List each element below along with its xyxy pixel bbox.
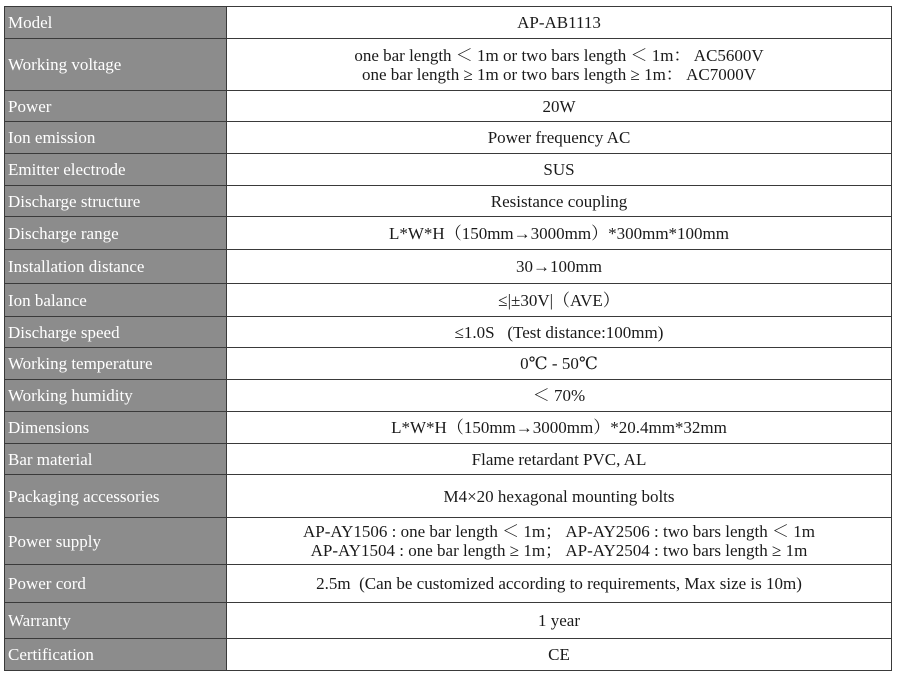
spec-row-discharge-structure — [5, 186, 892, 217]
row-value — [227, 348, 892, 380]
value-line: ≤|±30V|（AVE） — [498, 290, 620, 310]
spec-row-power-supply — [5, 518, 892, 565]
spec-row-discharge-range — [5, 217, 892, 250]
spec-row-certification — [5, 639, 892, 671]
row-label: Warranty — [5, 603, 227, 639]
spec-row-installation-distance — [5, 250, 892, 284]
value-line: M4×20 hexagonal mounting bolts — [443, 486, 675, 506]
row-value — [227, 154, 892, 186]
row-label: Working temperature — [5, 348, 227, 380]
row-label: Discharge range — [5, 217, 227, 250]
value-line: 20W — [542, 96, 576, 116]
spec-row-working-humidity — [5, 380, 892, 412]
spec-row-emitter-electrode — [5, 154, 892, 186]
value-line: CE — [548, 645, 570, 664]
row-value — [227, 380, 892, 412]
row-value — [227, 217, 892, 250]
row-label: Model — [5, 7, 227, 39]
value-line: 2.5m (Can be customized according to requirements, Max size is 10m) — [316, 574, 802, 593]
value-line: L*W*H（150mm→3000mm）*20.4mm*32mm — [391, 418, 727, 437]
row-label: Power supply — [5, 518, 227, 565]
value-line: 1 year — [537, 611, 580, 630]
spec-row-dimensions — [5, 412, 892, 444]
spec-row-ion-balance — [5, 284, 892, 317]
value-line: ＜ 70% — [532, 386, 586, 405]
row-value — [227, 91, 892, 122]
spec-table — [4, 6, 892, 671]
spec-row-model — [5, 7, 892, 39]
row-value — [227, 284, 892, 317]
row-label: Power cord — [5, 565, 227, 603]
row-value — [227, 317, 892, 348]
row-value — [227, 250, 892, 284]
row-value — [227, 444, 892, 475]
row-value — [227, 7, 892, 39]
spec-row-packaging-accessories — [5, 475, 892, 518]
value-line: L*W*H（150mm→3000mm）*300mm*100mm — [389, 223, 729, 243]
value-line: one bar length ≥ 1m or two bars length ≥ 1m： AC7000V — [361, 64, 757, 84]
spec-row-warranty — [5, 603, 892, 639]
row-value — [227, 565, 892, 603]
row-label: Working voltage — [5, 39, 227, 91]
spec-row-power — [5, 91, 892, 122]
value-line: 30→100mm — [516, 257, 602, 276]
row-value — [227, 639, 892, 671]
spec-row-working-voltage — [5, 39, 892, 91]
row-value — [227, 475, 892, 518]
value-line: Flame retardant PVC, AL — [471, 449, 647, 469]
value-line: ≤1.0S (Test distance:100mm) — [454, 322, 664, 342]
row-label: Discharge speed — [5, 317, 227, 348]
spec-row-power-cord — [5, 565, 892, 603]
spec-row-discharge-speed — [5, 317, 892, 348]
row-label: Working humidity — [5, 380, 227, 412]
row-label: Bar material — [5, 444, 227, 475]
row-label: Power — [5, 91, 227, 122]
row-label: Ion emission — [5, 122, 227, 154]
row-value — [227, 603, 892, 639]
row-value — [227, 412, 892, 444]
value-line: AP-AB1113 — [517, 13, 601, 32]
row-label: Ion balance — [5, 284, 227, 317]
value-line: AP-AY1506 : one bar length ＜ 1m； AP-AY2506 : two bars length ＜ 1m — [302, 522, 816, 541]
row-label: Installation distance — [5, 250, 227, 284]
spec-row-bar-material — [5, 444, 892, 475]
value-line: AP-AY1504 : one bar length ≥ 1m； AP-AY2504 : two bars length ≥ 1m — [310, 541, 808, 560]
row-value — [227, 122, 892, 154]
value-line: one bar length ＜ 1m or two bars length ＜ 1m： AC5600V — [354, 45, 764, 65]
row-label: Dimensions — [5, 412, 227, 444]
row-value — [227, 518, 892, 565]
row-value — [227, 39, 892, 91]
spec-row-ion-emission — [5, 122, 892, 154]
value-line: 0℃ - 50℃ — [520, 354, 598, 373]
row-value — [227, 186, 892, 217]
value-line: Resistance coupling — [490, 191, 628, 211]
value-line: Power frequency AC — [487, 128, 631, 147]
value-line: SUS — [543, 160, 575, 179]
row-label: Emitter electrode — [5, 154, 227, 186]
row-label: Certification — [5, 639, 227, 671]
row-label: Discharge structure — [5, 186, 227, 217]
spec-row-working-temperature — [5, 348, 892, 380]
row-label: Packaging accessories — [5, 475, 227, 518]
